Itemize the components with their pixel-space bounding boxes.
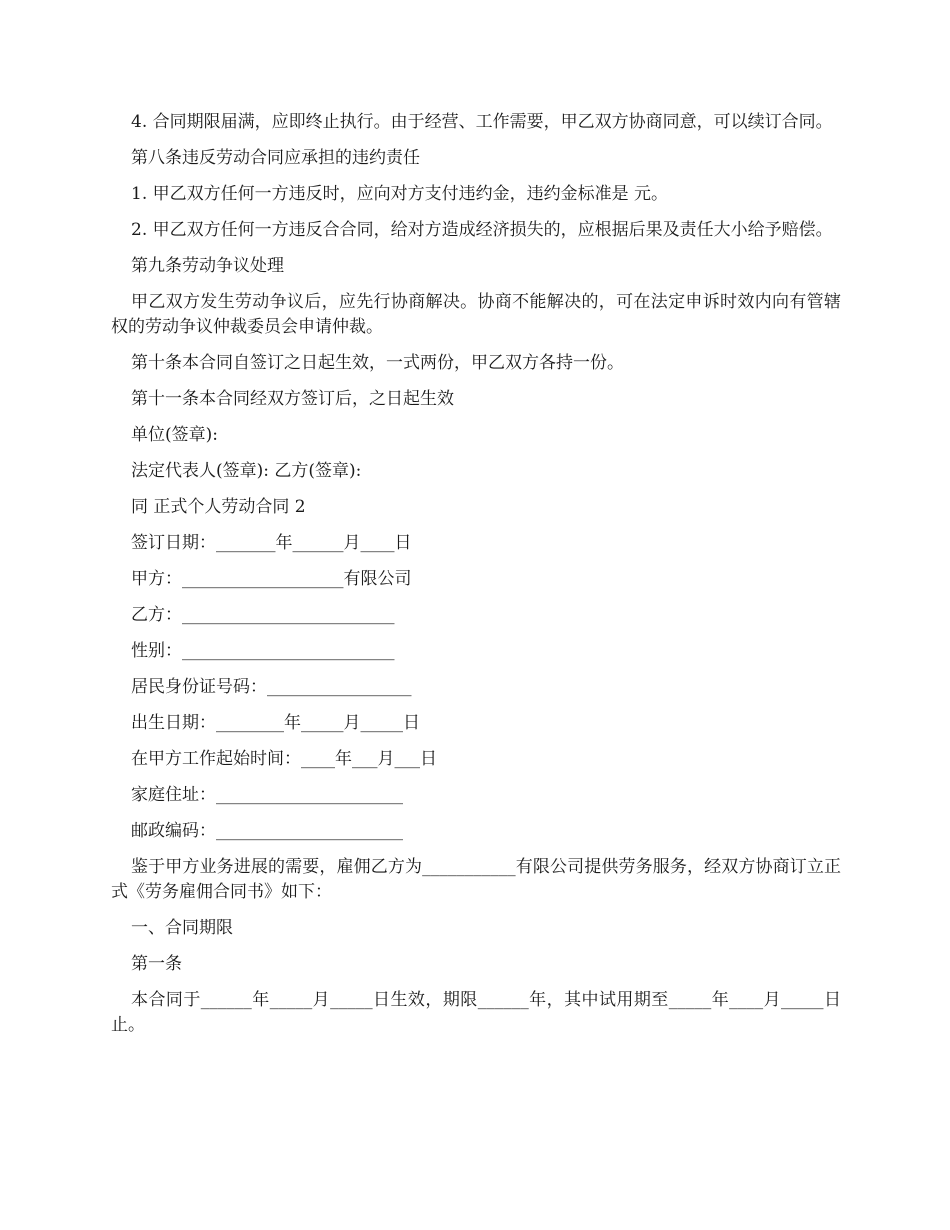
signature-representatives: 法定代表人(签章): 乙方(签章): <box>131 461 362 481</box>
paragraph-dispute: 甲乙双方发生劳动争议后，应先行协商解决。协商不能解决的，可在法定申诉时效内向有管辖权的劳动争议仲裁委员会申请仲裁。 <box>111 292 841 337</box>
paragraph-gap <box>111 135 841 146</box>
paragraph-gap <box>111 941 841 952</box>
signature-unit: 单位(签章): <box>131 425 218 445</box>
paragraph-preamble: 鉴于甲方业务进展的需要，雇佣乙方为___________有限公司提供劳务服务，经双方协商订立正式《劳务雇佣合同书》如下： <box>111 857 841 902</box>
paragraph-gap <box>111 736 841 747</box>
document-body <box>111 110 841 1038</box>
paragraph-gap <box>111 977 841 988</box>
field-party-a: 甲方：___________________有限公司 <box>131 569 412 589</box>
heading-article-1: 第一条 <box>131 954 182 974</box>
paragraph-gap <box>111 279 841 290</box>
paragraph-gap <box>111 700 841 711</box>
paragraph-gap <box>111 556 841 567</box>
contract-title-2: 同 正式个人劳动合同 2 <box>131 497 306 517</box>
paragraph-gap <box>111 376 841 387</box>
paragraph-gap <box>111 340 841 351</box>
paragraph-gap <box>111 905 841 916</box>
paragraph-gap <box>111 664 841 675</box>
field-postal-code: 邮政编码：______________________ <box>131 821 403 841</box>
paragraph-gap <box>111 520 841 531</box>
field-start-date: 在甲方工作起始时间：____年___月___日 <box>131 749 437 769</box>
heading-article-9: 第九条劳动争议处理 <box>131 256 284 276</box>
paragraph-gap <box>111 171 841 182</box>
field-birth-date: 出生日期：________年_____月_____日 <box>131 713 420 733</box>
paragraph-penalty-1: 1. 甲乙双方任何一方违反时，应向对方支付违约金，违约金标准是 元。 <box>131 184 669 204</box>
paragraph-gap <box>111 592 841 603</box>
paragraph-gap <box>111 772 841 783</box>
field-sign-date: 签订日期：_______年______月____日 <box>131 533 412 553</box>
field-gender: 性别：_________________________ <box>131 641 395 661</box>
paragraph-gap <box>111 808 841 819</box>
paragraph-penalty-2: 2. 甲乙双方任何一方违反合合同，给对方造成经济损失的，应根据后果及责任大小给予赔偿。 <box>131 220 833 240</box>
paragraph-gap <box>111 448 841 459</box>
field-home-address: 家庭住址：______________________ <box>131 785 403 805</box>
heading-contract-term: 一、合同期限 <box>131 918 233 938</box>
paragraph-gap <box>111 844 841 855</box>
paragraph-gap <box>111 243 841 254</box>
paragraph-gap <box>111 628 841 639</box>
paragraph-article-11: 第十一条本合同经双方签订后，之日起生效 <box>131 389 454 409</box>
paragraph-article-10: 第十条本合同自签订之日起生效，一式两份，甲乙双方各持一份。 <box>131 353 624 373</box>
paragraph-gap <box>111 207 841 218</box>
heading-article-8: 第八条违反劳动合同应承担的违约责任 <box>131 148 420 168</box>
paragraph-gap <box>111 484 841 495</box>
paragraph-effective-date: 本合同于______年_____月_____日生效，期限______年，其中试用期至_____年____月_____日止。 <box>111 990 841 1035</box>
field-id-number: 居民身份证号码：_________________ <box>131 677 412 697</box>
paragraph-clause-4-renewal: 4. 合同期限届满，应即终止执行。由于经营、工作需要，甲乙双方协商同意，可以续订合同。 <box>131 112 833 132</box>
field-party-b: 乙方：_________________________ <box>131 605 395 625</box>
paragraph-gap <box>111 412 841 423</box>
